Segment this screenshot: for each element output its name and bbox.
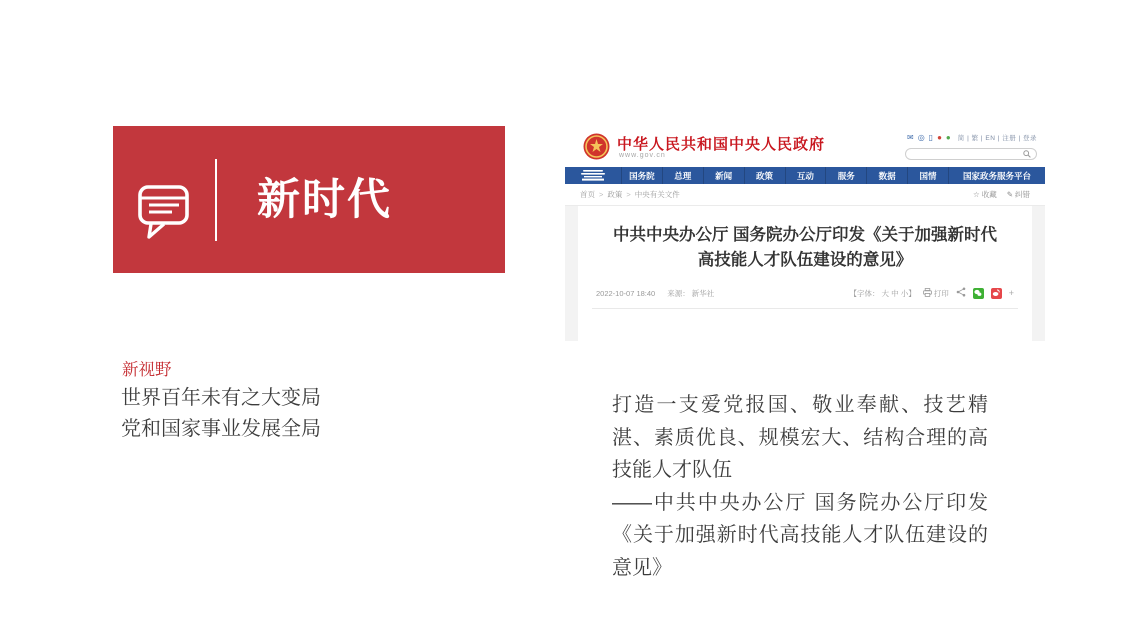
gov-top-icons	[907, 133, 1037, 142]
article-body-whitespace	[578, 309, 1032, 329]
mobile-icon[interactable]: ▯	[928, 133, 934, 142]
nav-item-hudong[interactable]: 互动	[785, 167, 826, 184]
search-input[interactable]	[905, 148, 1037, 160]
gov-site-title[interactable]: 中华人民共和国中央人民政府	[617, 136, 826, 153]
wechat-share-icon[interactable]	[973, 288, 984, 299]
client-red-icon[interactable]: ●	[937, 133, 942, 142]
breadcrumb-central-documents[interactable]: 中央有关文件	[634, 190, 680, 199]
nav-item-zhengce[interactable]: 政策	[744, 167, 785, 184]
tiananmen-home-icon[interactable]	[565, 167, 621, 184]
weibo-share-icon[interactable]	[991, 288, 1002, 299]
right-text-block	[612, 389, 988, 584]
wechat-green-icon[interactable]: ●	[945, 133, 951, 142]
right-paragraph-1: 打造一支爱党报国、敬业奉献、技艺精湛、素质优良、规模宏大、结构合理的高技能人才队伍	[612, 394, 988, 481]
gov-header	[565, 127, 1045, 167]
breadcrumb-trail	[580, 189, 680, 200]
nav-item-zongli[interactable]: 总理	[662, 167, 703, 184]
nav-item-guoqing[interactable]: 国情	[907, 167, 948, 184]
breadcrumb-separator: >	[599, 190, 604, 199]
article-date: 2022-10-07 18:40	[596, 288, 656, 298]
breadcrumb-actions	[973, 189, 1030, 200]
breadcrumb-policy[interactable]: 政策	[607, 190, 623, 199]
left-line-2: 党和国家事业发展全局	[121, 418, 321, 440]
gov-website-screenshot	[565, 127, 1045, 341]
more-share-button[interactable]: +	[1008, 288, 1014, 298]
favorite-button[interactable]: ☆ 收藏	[972, 190, 997, 199]
left-heading: 新视野	[122, 361, 172, 379]
nav-item-fuwu[interactable]: 服务	[825, 167, 866, 184]
mail-icon[interactable]: ✉	[906, 133, 914, 142]
right-paragraph-2: ——中共中央办公厅 国务院办公厅印发《关于加强新时代高技能人才队伍建设的意见》	[612, 491, 988, 579]
gov-site-url: www.gov.cn	[619, 152, 666, 159]
share-icon[interactable]	[956, 287, 966, 299]
breadcrumb-home[interactable]: 首页	[580, 190, 595, 199]
banner-divider	[215, 159, 217, 241]
national-emblem-icon	[583, 133, 610, 165]
language-links[interactable]: 简 | 繁 | EN | 注册 | 登录	[957, 135, 1037, 142]
left-line-1: 世界百年未有之大变局	[121, 387, 321, 409]
article-meta-row	[592, 273, 1018, 309]
speech-bubble-icon	[138, 184, 190, 245]
correction-button[interactable]: ✎ 纠错	[1006, 190, 1030, 199]
nav-item-zhengwu-platform[interactable]: 国家政务服务平台	[948, 167, 1045, 184]
new-era-banner	[113, 126, 505, 273]
search-icon[interactable]	[1023, 145, 1031, 163]
left-text-block	[121, 383, 321, 445]
gov-content-area	[565, 206, 1045, 341]
nav-item-guowuyuan[interactable]: 国务院	[621, 167, 662, 184]
nav-item-shuju[interactable]: 数据	[866, 167, 907, 184]
weibo-icon[interactable]: ◎	[917, 133, 925, 142]
article-source: 来源： 新华社	[667, 288, 715, 298]
breadcrumb-separator: >	[626, 190, 631, 199]
article-title: 中共中央办公厅 国务院办公厅印发《关于加强新时代 高技能人才队伍建设的意见》	[612, 226, 998, 269]
print-button[interactable]: 打印	[923, 288, 949, 299]
star-icon: ☆	[972, 190, 980, 199]
gov-nav-bar	[565, 167, 1045, 184]
banner-title: 新时代	[257, 176, 392, 224]
printer-icon	[923, 288, 932, 299]
breadcrumb	[565, 184, 1045, 206]
font-size-control[interactable]: 【字体： 大 中 小】	[849, 288, 916, 298]
pencil-icon: ✎	[1006, 190, 1013, 199]
nav-item-xinwen[interactable]: 新闻	[703, 167, 744, 184]
